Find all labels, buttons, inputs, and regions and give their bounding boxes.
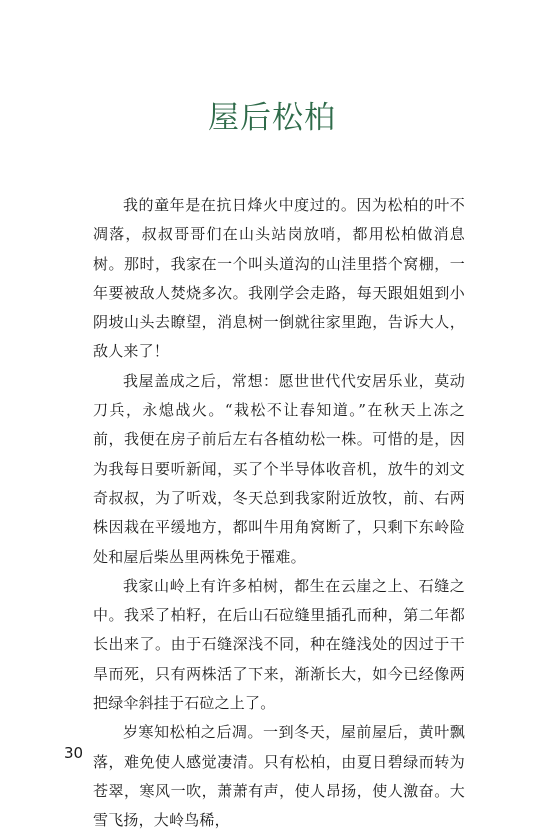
paragraph-4: 岁寒知松柏之后凋。一到冬天，屋前屋后，黄叶飘落，难免使人感觉凄清。只有松柏，由夏日碧绿而转为苍翠，寒风一吹，萧萧有声，使人昂扬，使人激奋。大雪飞扬，大岭鸟稀， [93, 723, 465, 830]
paragraph-1: 我的童年是在抗日烽火中度过的。因为松柏的叶不凋落，叔叔哥哥们在山头站岗放哨，都用松柏做消息树。那时，我家在一个叫头道沟的山洼里搭个窝棚，一年要被敌人焚烧多次。我刚学会走路，每天跟姐姐到小阴坡山头去瞭望，消息树一倒就往家里跑，告诉大人，敌人来了！ [93, 196, 465, 361]
paragraph-2: 我屋盖成之后，常想：愿世世代代安居乐业，莫动刀兵，永熄战火。“栽松不让春知道。”在秋天上冻之前，我便在房子前后左右各植幼松一株。可惜的是，因为我每日要听新闻，买了个半导体收音机，放牛的刘文奇叔叔，为了听戏，冬天总到我家附近放牧，前、右两株因栽在平缓地方，都叫牛用角窝断了，只剩下东岭险处和屋后柴丛里两株免于罹难。 [93, 371, 465, 566]
chapter-title: 屋后松柏 [208, 100, 336, 136]
paragraph-3: 我家山岭上有许多柏树，都生在云崖之上、石缝之中。我采了柏籽，在后山石砬缝里插孔而种，第二年都长出来了。由于石缝深浅不同，种在缝浅处的因过于干旱而死，只有两株活了下来，渐渐长大，如今已经像两把绿伞斜挂于石砬之上了。 [93, 576, 465, 713]
page-number: 30 [64, 744, 84, 762]
body-text [93, 191, 465, 836]
